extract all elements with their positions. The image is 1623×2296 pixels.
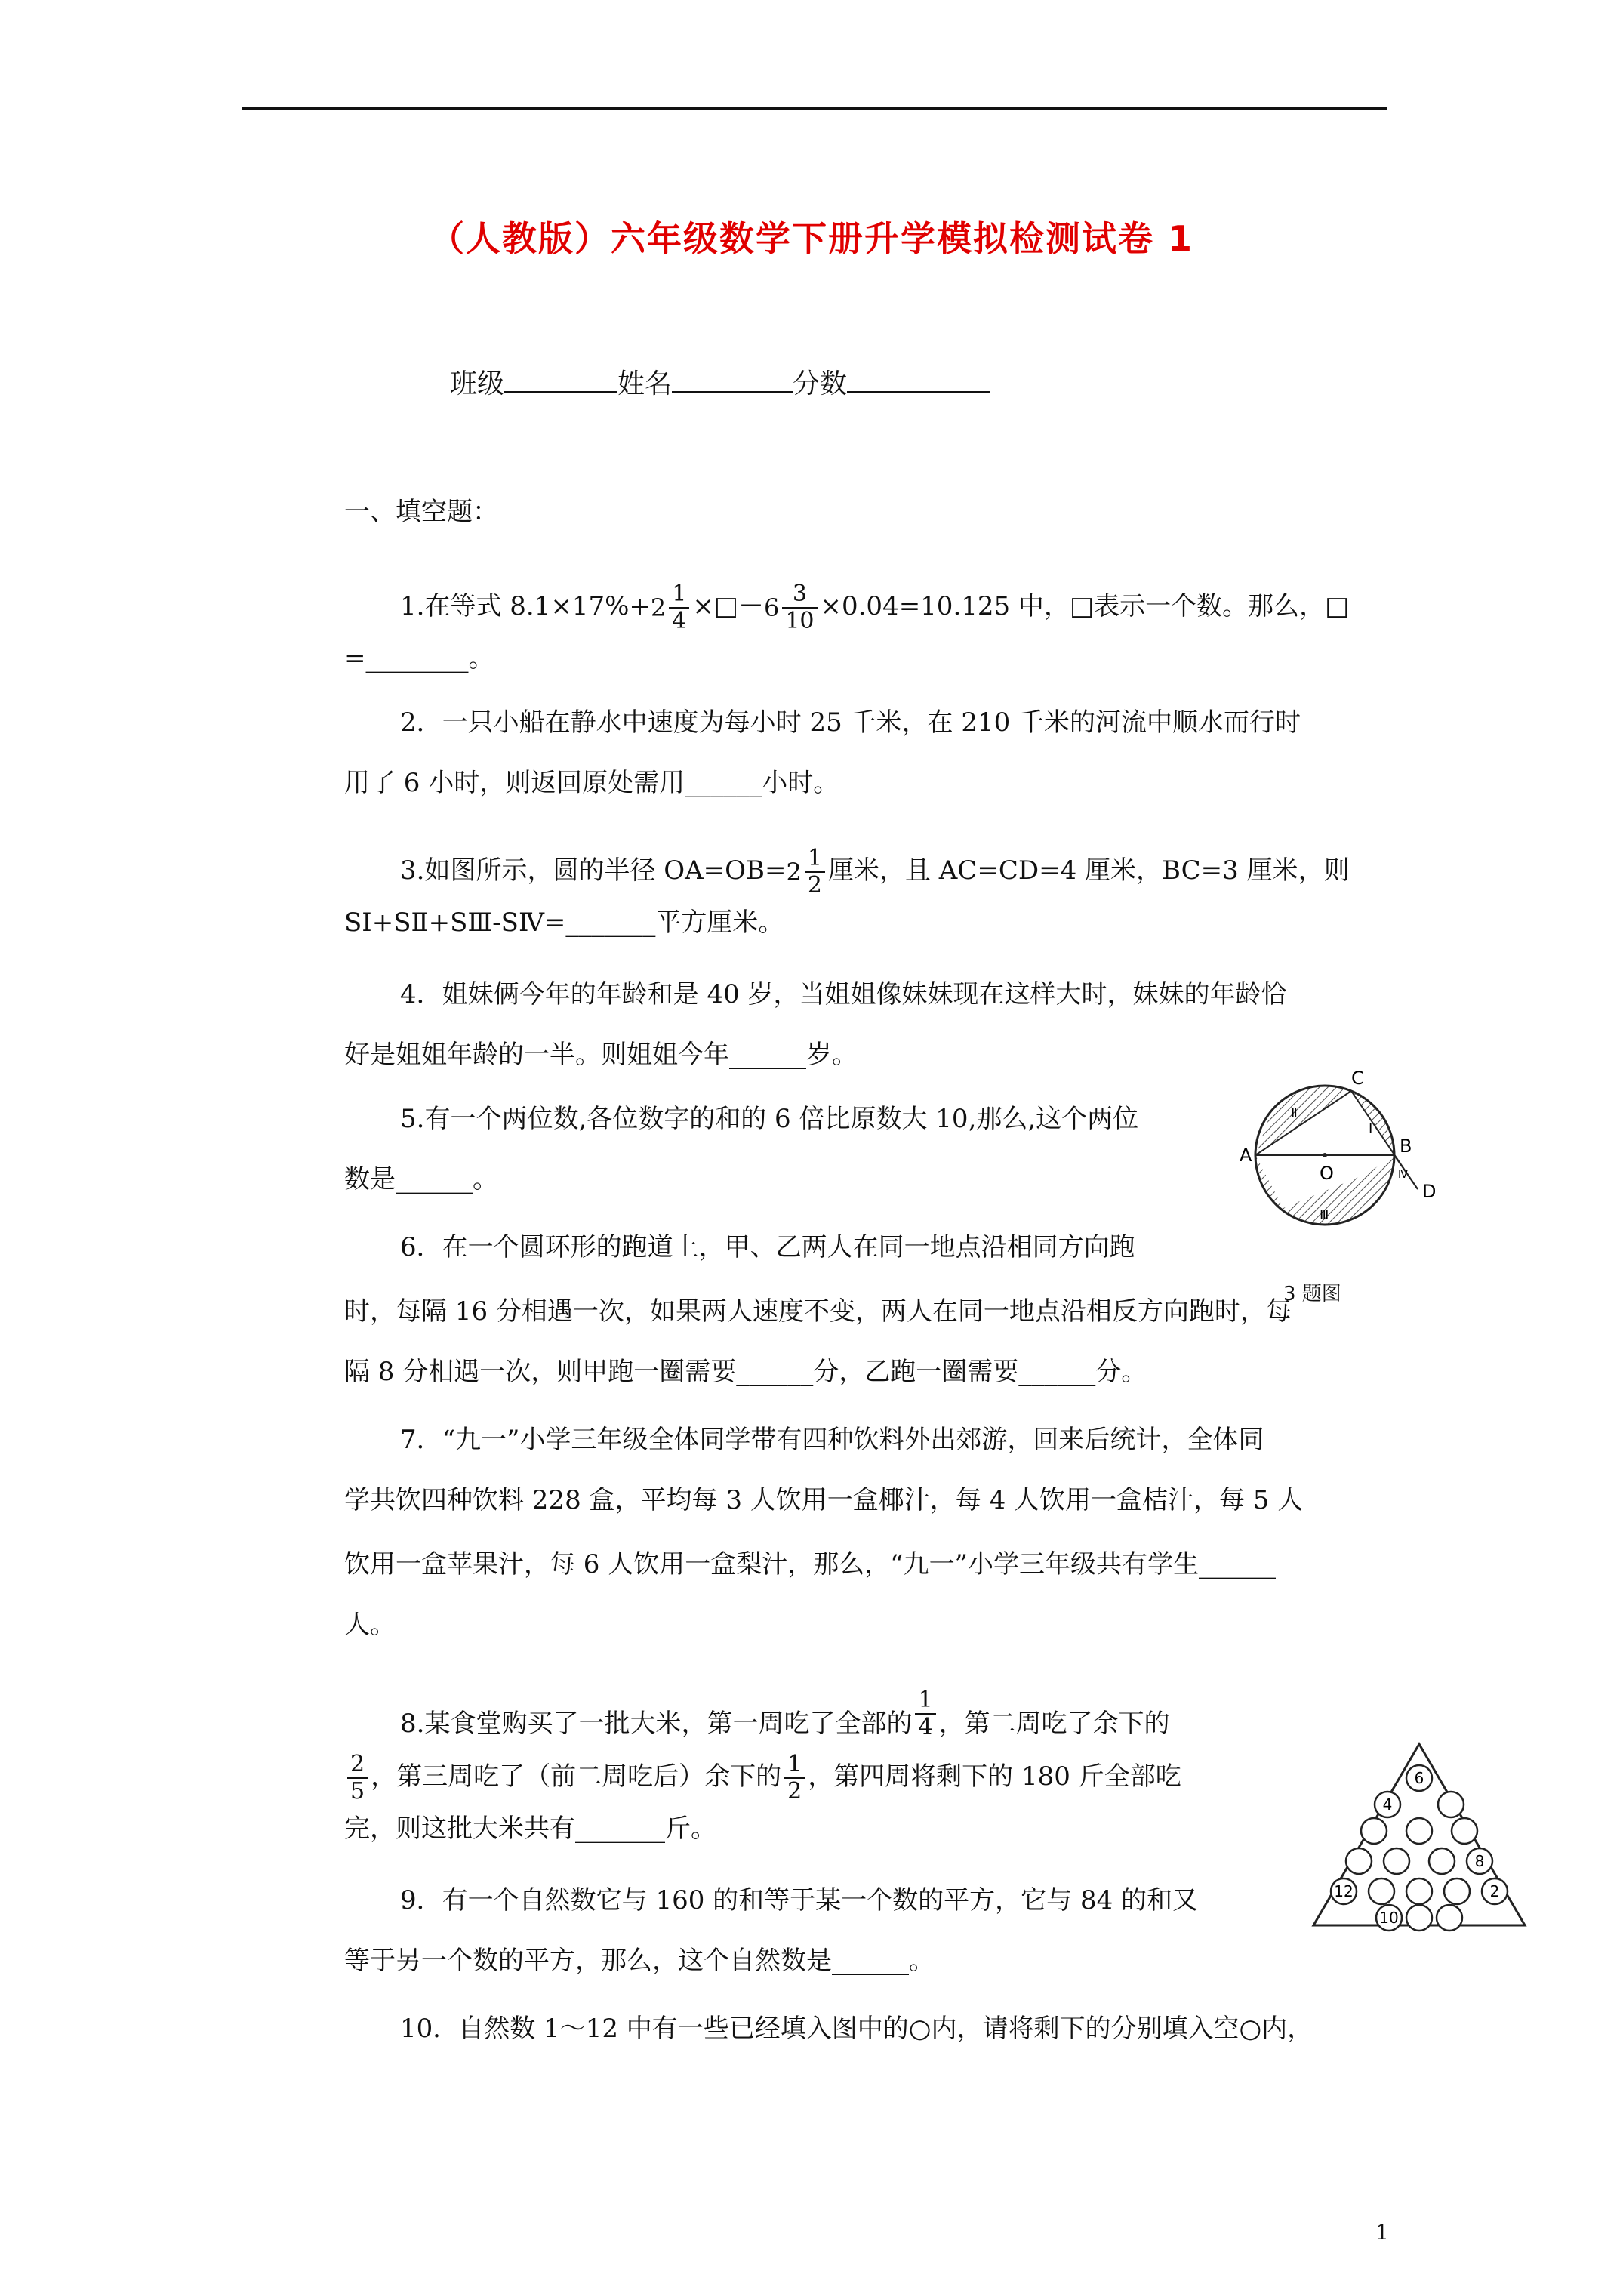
q8-text-b: ，第二周吃了余下的 [938,1709,1170,1739]
num-2: 2 [1489,1882,1500,1900]
q10-triangle-figure [1306,1737,1532,1933]
label-region-3: Ⅲ [1320,1207,1329,1223]
q8-text-a: 8.某食堂购买了一批大米，第一周吃了全部的 [400,1709,913,1739]
class-blank[interactable] [504,367,617,393]
page-number: 1 [1375,2220,1389,2245]
num-12: 12 [1334,1882,1354,1900]
q1-frac1-whole: 2 [650,593,667,622]
name-label: 姓名 [617,368,673,399]
num-8: 8 [1474,1852,1485,1870]
q8-line3: 完，则这批大米共有_______斤。 [344,1814,716,1844]
q8-line2 [344,1752,1181,1804]
q3-circle-figure [1238,1057,1442,1261]
q8-frac3-num: 1 [784,1752,805,1779]
q8-text-c: ，第三周吃了（前二周吃后）余下的 [371,1761,782,1792]
q7-line4: 人。 [344,1610,396,1640]
q7-line1: 7．“九一”小学三年级全体同学带有四种饮料外出郊游，回来后统计，全体同 [400,1425,1264,1455]
num-4: 4 [1382,1795,1393,1814]
label-a: A [1240,1145,1252,1166]
class-label: 班级 [450,368,505,399]
label-region-2: Ⅱ [1291,1105,1298,1121]
q1-frac2-den: 10 [785,608,815,634]
q3-line2: SⅠ+SⅡ+SⅢ-SⅣ=_______平方厘米。 [344,908,784,938]
num-10: 10 [1379,1909,1399,1927]
q6-line1: 6．在一个圆环形的跑道上，甲、乙两人在同一地点沿相同方向跑 [400,1232,1135,1262]
label-region-4: Ⅳ [1398,1169,1408,1181]
q8-line1 [400,1687,1170,1740]
q4-line2: 好是姐姐年龄的一半。则姐姐今年______岁。 [344,1040,858,1070]
page-title: （人教版）六年级数学下册升学模拟检测试卷 1 [429,218,1194,259]
q1-frac1-num: 1 [669,581,689,609]
name-blank[interactable] [672,367,793,393]
score-blank[interactable] [847,367,990,393]
student-info [450,362,990,401]
q1-frac1-den: 4 [672,608,687,634]
q3-line1 [400,846,1350,898]
top-rule [242,107,1387,110]
q5-line2: 数是______。 [344,1164,498,1194]
q3-frac-num: 1 [805,846,825,873]
q5-line1: 5.有一个两位数,各位数字的和的 6 倍比原数大 10,那么,这个两位 [400,1104,1139,1134]
q8-frac1-den: 4 [918,1714,933,1740]
q3-text-b: 厘米，且 AC=CD=4 厘米，BC=3 厘米，则 [827,855,1350,886]
q7-line2: 学共饮四种饮料 228 盒，平均每 3 人饮用一盒椰汁，每 4 人饮用一盒桔汁，每 5 人 [344,1485,1304,1515]
q9-line1: 9．有一个自然数它与 160 的和等于某一个数的平方，它与 84 的和又 [400,1885,1199,1915]
q8-frac2-den: 5 [350,1778,365,1804]
center-point [1323,1153,1327,1157]
q8-frac1-num: 1 [915,1687,935,1715]
q1-text-a: 1.在等式 8.1×17%+ [400,591,651,621]
q4-line1: 4．姐妹俩今年的年龄和是 40 岁，当姐姐像妹妹现在这样大时，妹妹的年龄恰 [400,979,1287,1009]
label-o: O [1320,1163,1334,1184]
circle-nodes [1331,1765,1508,1931]
q7-line3: 饮用一盒苹果汁，每 6 人饮用一盒梨汁，那么，“九一”小学三年级共有学生______ [344,1549,1277,1579]
q10-line1: 10．自然数 1～12 中有一些已经填入图中的○内，请将剩下的分别填入空○内， [400,2014,1313,2044]
q1-line1 [400,581,1349,634]
label-c: C [1351,1068,1364,1089]
q9-line2: 等于另一个数的平方，那么，这个自然数是______。 [344,1946,935,1976]
fig3-caption: 3 题图 [1283,1283,1341,1305]
q8-frac3-den: 2 [787,1778,802,1804]
q1-frac2-whole: 6 [763,593,780,622]
q1-line2: =________。 [344,643,494,673]
q8-text-d: ，第四周将剩下的 180 斤全部吃 [808,1761,1181,1792]
q3-frac-den: 2 [807,872,822,898]
score-label: 分数 [793,368,848,399]
section-heading: 一、填空题： [344,497,498,527]
q2-line1: 2．一只小船在静水中速度为每小时 25 千米，在 210 千米的河流中顺水而行时 [400,707,1301,738]
q1-frac2-num: 3 [782,581,817,609]
q1-text-b: ×□－ [692,591,764,621]
q6-line3: 隔 8 分相遇一次，则甲跑一圈需要______分，乙跑一圈需要______分。 [344,1357,1147,1387]
q1-text-c: ×0.04=10.125 中，□表示一个数。那么，□ [820,591,1350,621]
num-6: 6 [1414,1769,1424,1787]
label-region-1: Ⅰ [1369,1120,1373,1136]
q2-line2: 用了 6 小时，则返回原处需用______小时。 [344,768,839,798]
q3-text-a: 3.如图所示，圆的半径 OA=OB= [400,855,787,886]
label-d: D [1422,1181,1437,1202]
label-b: B [1400,1136,1412,1157]
q8-frac2-num: 2 [347,1752,368,1779]
q3-frac-whole: 2 [786,858,802,886]
q6-line2: 时，每隔 16 分相遇一次，如果两人速度不变，两人在同一地点沿相反方向跑时，每 [344,1296,1292,1327]
